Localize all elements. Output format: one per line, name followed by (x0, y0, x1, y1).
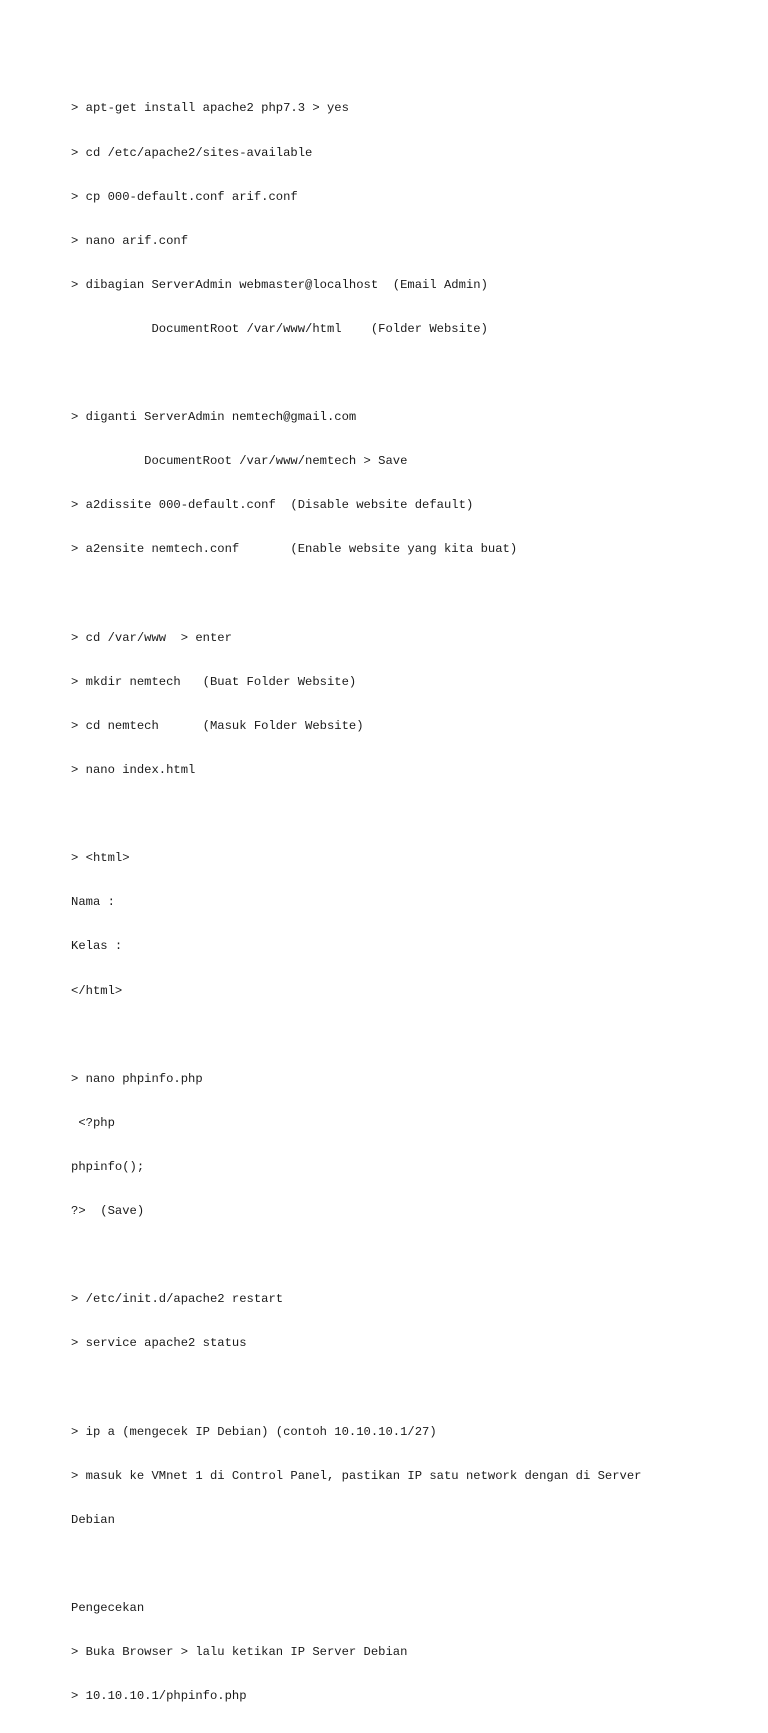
text-line: Nama : (71, 895, 115, 910)
blank-line (71, 366, 751, 381)
text-line: > a2dissite 000-default.conf (Disable website default) (71, 498, 474, 513)
text-line: ?> (Save) (71, 1204, 145, 1219)
blank-line (71, 1557, 751, 1572)
text-line: > apt-get install apache2 php7.3 > yes (71, 101, 349, 116)
text-line: > mkdir nemtech (Buat Folder Website) (71, 674, 357, 689)
text-line: > a2ensite nemtech.conf (Enable website yang kita buat) (71, 542, 518, 557)
blank-line (71, 1381, 751, 1396)
blank-line (71, 587, 751, 602)
text-line: DocumentRoot /var/www/html (Folder Website) (71, 321, 488, 336)
blank-line (71, 1028, 751, 1043)
text-line: > cd /etc/apache2/sites-available (71, 145, 313, 160)
text-line: > nano arif.conf (71, 233, 189, 248)
text-line: > diganti ServerAdmin nemtech@gmail.com (71, 410, 357, 425)
blank-line (71, 1248, 751, 1263)
text-line: > 10.10.10.1/phpinfo.php (71, 1689, 247, 1704)
text-line: > cp 000-default.conf arif.conf (71, 189, 298, 204)
text-line: > nano phpinfo.php (71, 1071, 203, 1086)
text-line: > <html> (71, 851, 130, 866)
text-line: > dibagian ServerAdmin webmaster@localhost (Email Admin) (71, 277, 488, 292)
text-line: > Buka Browser > lalu ketikan IP Server Debian (71, 1645, 408, 1660)
text-line: </html> (71, 983, 123, 998)
text-line: DocumentRoot /var/www/nemtech > Save (71, 454, 408, 469)
text-line: Debian (71, 1512, 115, 1527)
text-line: > cd /var/www > enter (71, 630, 232, 645)
text-line: Kelas : (71, 939, 123, 954)
text-line: > masuk ke VMnet 1 di Control Panel, pastikan IP satu network dengan di Server (71, 1468, 642, 1483)
text-line: > cd nemtech (Masuk Folder Website) (71, 718, 364, 733)
section-heading: Pengecekan (71, 1601, 145, 1616)
text-line: <?php (71, 1115, 115, 1130)
document-body (71, 72, 751, 1733)
text-line: > nano index.html (71, 763, 196, 778)
blank-line (71, 807, 751, 822)
text-line: > service apache2 status (71, 1336, 247, 1351)
text-line: > ip a (mengecek IP Debian) (contoh 10.10.10.1/27) (71, 1424, 437, 1439)
text-line: phpinfo(); (71, 1159, 145, 1174)
text-line: > /etc/init.d/apache2 restart (71, 1292, 284, 1307)
